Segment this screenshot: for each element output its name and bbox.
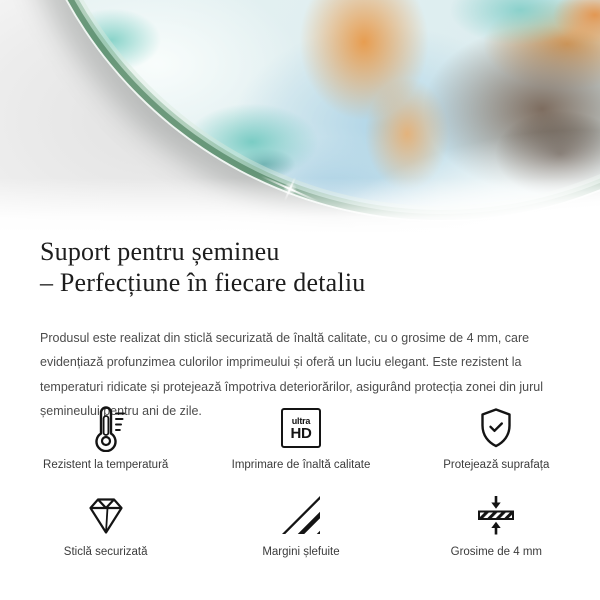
ultra-hd-text-bottom: HD <box>290 424 312 442</box>
feature-tempered-glass <box>8 489 203 558</box>
features-grid <box>8 402 594 558</box>
page-title-line2: – Perfecțiune în fiecare detaliu <box>40 268 366 297</box>
page-title-line1: Suport pentru șemineu <box>40 237 280 266</box>
polished-edges-icon <box>277 489 325 541</box>
thermometer-icon <box>82 402 130 454</box>
feature-label: Margini șlefuite <box>262 546 340 558</box>
feature-thickness <box>399 489 594 558</box>
feature-label: Grosime de 4 mm <box>450 546 543 558</box>
feature-label: Sticlă securizată <box>63 546 148 558</box>
glass-panel-image <box>12 0 600 222</box>
feature-polished-edges <box>203 489 398 558</box>
feature-protects-surface <box>399 402 594 471</box>
feature-label: Imprimare de înaltă calitate <box>231 459 371 471</box>
shield-check-icon <box>472 402 520 454</box>
feature-temperature <box>8 402 203 471</box>
page-title <box>40 236 365 298</box>
hero-section <box>0 0 600 234</box>
feature-print-quality <box>203 402 398 471</box>
ultra-hd-text-top: ultra <box>291 415 311 426</box>
feature-label: Protejează suprafața <box>443 459 550 471</box>
diamond-icon <box>82 489 130 541</box>
product-description: Produsul este realizat din sticlă securizată de înaltă calitate, cu o grosime de 4 mm, care evidențiază profunzimea culorilor imprimeului și oferă un luciu elegant. Este rezistent la temperaturi ridicate și protejează împotriva deteriorărilor, asigurând protecția zonei din jurul șemineului pentru ani de zile. <box>40 330 544 418</box>
thickness-icon <box>472 489 520 541</box>
feature-label: Rezistent la temperatură <box>43 459 169 471</box>
ultra-hd-icon <box>281 402 321 454</box>
